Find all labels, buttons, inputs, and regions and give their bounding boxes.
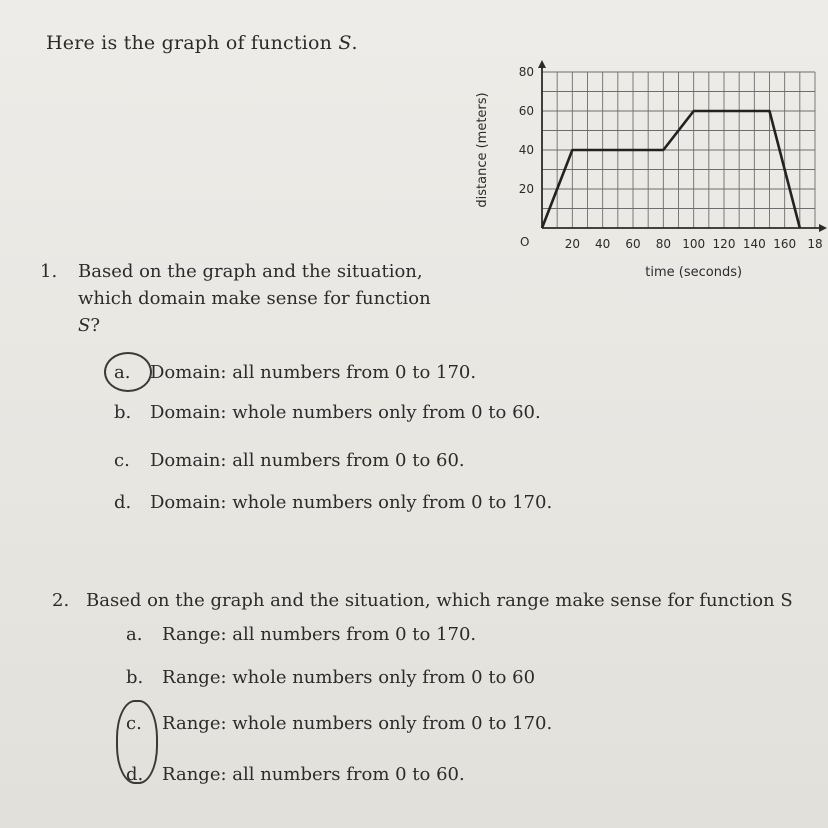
x-tick-label: 120: [712, 237, 736, 251]
x-axis-arrow-icon: [819, 224, 827, 232]
intro-function-name: S: [338, 32, 352, 54]
x-tick-label: 18: [807, 237, 823, 251]
q2-option-a[interactable]: [126, 624, 476, 645]
y-tick-label: 20: [518, 182, 534, 196]
q2-option-text: Range: all numbers from 0 to 170.: [162, 624, 477, 645]
question-1-end: ?: [90, 315, 100, 336]
q2-option-d[interactable]: [126, 764, 465, 785]
q2-option-text: Range: all numbers from 0 to 60.: [162, 764, 465, 785]
q1-option-letter: b.: [114, 402, 132, 423]
question-1: [40, 258, 440, 339]
x-axis-title: time (seconds): [645, 265, 743, 280]
q2-option-b[interactable]: [126, 667, 535, 688]
question-2: [52, 587, 828, 614]
y-tick-label: 40: [518, 143, 534, 157]
question-1-function-name: S: [78, 315, 91, 336]
intro-sentence: Here is the graph of function: [46, 32, 339, 54]
x-tick-label: 20: [564, 237, 580, 251]
intro-text: [46, 32, 358, 54]
q2-option-text: Range: whole numbers only from 0 to 60: [162, 667, 536, 688]
q2-option-letter: d.: [126, 764, 144, 785]
x-tick-label: 40: [595, 237, 611, 251]
question-1-number: 1.: [40, 261, 58, 282]
q1-answer-circle-mark: [104, 352, 152, 392]
q1-option-text: Domain: all numbers from 0 to 60.: [150, 450, 465, 471]
q1-option-c[interactable]: [114, 450, 465, 471]
q2-answer-circle-mark: [116, 700, 158, 784]
q1-option-text: Domain: all numbers from 0 to 170.: [150, 362, 477, 383]
question-1-text: [78, 258, 440, 339]
q1-option-letter: a.: [114, 362, 131, 383]
x-tick-label: 140: [742, 237, 766, 251]
q2-option-text: Range: whole numbers only from 0 to 170.: [162, 713, 553, 734]
y-axis-title: distance (meters): [475, 92, 490, 208]
y-tick-label: 60: [518, 104, 534, 118]
q1-option-letter: d.: [114, 492, 132, 513]
graph-axes: [538, 60, 827, 232]
q2-option-letter: b.: [126, 667, 144, 688]
x-tick-label: 80: [655, 237, 671, 251]
x-tick-label: 60: [625, 237, 641, 251]
intro-end: .: [351, 32, 358, 54]
question-2-number: 2.: [52, 590, 70, 611]
question-1-sentence: Based on the graph and the situation, which domain make sense for function: [78, 261, 431, 309]
y-tick-label: 80: [518, 65, 534, 79]
distance-time-graph: [470, 58, 828, 288]
q1-option-a[interactable]: [114, 362, 476, 383]
q1-option-letter: c.: [114, 450, 130, 471]
q1-option-text: Domain: whole numbers only from 0 to 60.: [150, 402, 541, 423]
graph-tick-labels: [519, 65, 823, 251]
origin-label: O: [520, 235, 530, 249]
q1-option-text: Domain: whole numbers only from 0 to 170.: [150, 492, 553, 513]
q2-option-letter: a.: [126, 624, 143, 645]
q1-option-b[interactable]: [114, 402, 541, 423]
x-tick-label: 100: [682, 237, 706, 251]
question-2-text: Based on the graph and the situation, which range make sense for function S: [86, 590, 793, 611]
q1-option-d[interactable]: [114, 492, 552, 513]
x-tick-label: 160: [773, 237, 797, 251]
y-axis-arrow-icon: [538, 60, 546, 68]
q2-option-letter: c.: [126, 713, 142, 734]
q2-option-c[interactable]: [126, 713, 552, 734]
